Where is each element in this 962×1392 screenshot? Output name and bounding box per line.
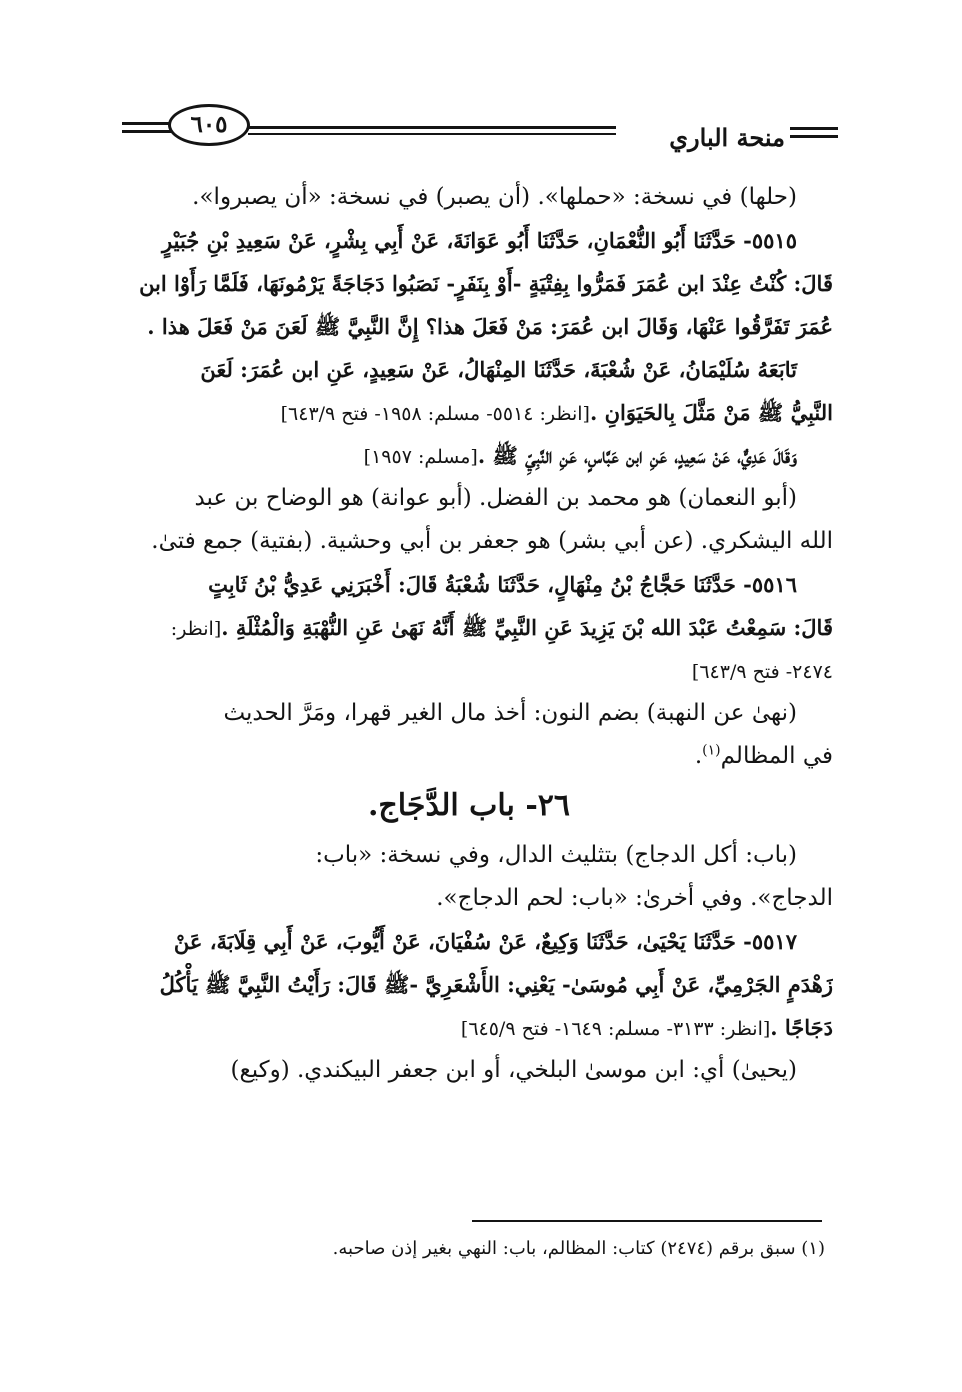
footnote-separator [472,1220,822,1222]
hadith-5515-line: قَالَ: كُنْتُ عِنْدَ ابن عُمَرَ فَمَرُّوا بِفِتْيَةٍ -أَوْ بِنَفَرٍ- نَصَبُوا دَجَاجَةً يَرْمُونَهَا، فَلَمَّا رَأَوْا ابن [139,271,833,296]
hadith-reference: [انظر: [170,618,222,640]
hadith-text: دَجَاجًا . [770,1015,833,1040]
page-number: ٦٠٥ [168,104,250,146]
running-title: منحة الباري [669,123,785,152]
header-rule-long-bottom [248,133,616,135]
commentary-text: في المظالم [720,743,833,769]
commentary-line: (نهىٰ عن النهبة) بضم النون: أخذ مال الغير قهرا، ومَرَّ الحديث [223,700,797,726]
hadith-5517-line: ٥٥١٧- حَدَّثَنَا يَحْيَىٰ، حَدَّثَنَا وَكِيعٌ، عَنْ سُفْيَانَ، عَنْ أَيُّوبَ، عَنْ أَبِي قِلَابَةَ، عَنْ [173,929,797,954]
hadith-5516-line [105,606,833,649]
hadith-5517-line: زَهْدَمٍ الجَرْمِيِّ، عَنْ أَبِي مُوسَىٰ- يَعْنِي: الأَشْعَرِيَّ -ﷺ قَالَ: رَأَيْتُ النَّبِيَّ ﷺ يَأْكُلُ [159,972,833,997]
hadith-reference: ٢٤٧٤- فتح ٦٤٣/٩] [691,661,833,683]
header-rule-right-bottom [790,135,838,138]
commentary-text: . [694,743,703,769]
hadith-5515-line [105,434,833,477]
footnote: (١) سبق برقم (٢٤٧٤) كتاب: المظالم، باب: النهي بغير إذن صاحبه. [332,1238,825,1259]
page-body [105,176,833,1092]
header-rule-long-top [248,126,616,129]
hadith-text: النَّبِيُّ ﷺ مَنْ مَثَّلَ بِالحَيَوَانِ . [589,400,833,425]
hadith-5515-line: عُمَرَ تَفَرَّقُوا عَنْهَا، وَقَالَ ابن عُمَرَ: مَنْ فَعَلَ هذا؟ إِنَّ النَّبِيَّ ﷺ لَعَنَ مَنْ فَعَلَ هذا . [147,314,833,339]
commentary-line: (باب: أكل الدجاج) بتثليث الدال، وفي نسخة: «باب: [315,842,797,868]
commentary-line: الله اليشكري. (عن أبي بشر) هو جعفر بن أبي وحشية. (بفتية) جمع فتىٰ. [151,528,833,554]
hadith-5517-line [105,1006,833,1049]
header-rule-left-bottom [122,130,172,133]
header-rule-left-top [122,122,172,125]
hadith-5515-line [105,391,833,434]
footnote-marker: (١) [702,742,721,759]
header-rule-right-top [790,127,838,130]
hadith-5515-line: ٥٥١٥- حَدَّثَنَا أَبُو النُّعْمَانِ، حَدَّثَنَا أَبُو عَوَانَةَ، عَنْ أَبِي بِشْرٍ، عَنْ سَعِيدِ بْنِ جُبَيْرٍ [162,228,797,253]
commentary-line: (حلها) في نسخة: «حملها». (أن يصبر) في نسخة: «أن يصبروا». [192,184,797,210]
commentary-line: (أبو النعمان) هو محمد بن الفضل. (أبو عوانة) هو الوضاح بن عبد [194,485,797,511]
commentary-line [105,735,833,778]
hadith-reference-line [105,649,833,692]
hadith-reference: [مسلم: ١٩٥٧] [363,446,478,468]
hadith-5515-line: تَابَعَهُ سُلَيْمَانُ، عَنْ شُعْبَةَ، حَدَّثَنَا المِنْهَالُ، عَنْ سَعِيدٍ، عَنِ ابن عُمَرَ: لَعَنَ [200,357,797,382]
hadith-text: وَقَالَ عَدِيٌّ، عَنْ سَعِيدٍ، عَنِ ابن عَبَّاسٍ، عَنِ النَّبِيِّ ﷺ . [477,443,797,468]
hadith-reference: [انظر: ٥٥١٤- مسلم: ١٩٥٨- فتح ٦٤٣/٩] [280,403,590,425]
hadith-5516-line: ٥٥١٦- حَدَّثَنَا حَجَّاجُ بْنُ مِنْهَالٍ، حَدَّثَنَا شُعْبَةُ قَالَ: أَخْبَرَنِي عَدِيُّ بْنُ ثَابِتٍ [208,572,797,597]
hadith-text: قَالَ: سَمِعْتُ عَبْدَ الله بْنَ يَزِيدَ عَنِ النَّبِيِّ ﷺ أَنَّهُ نَهَىٰ عَنِ النُّهْبَةِ وَالْمُثْلَةِ . [221,615,833,640]
chapter-heading: ٢٦- باب الدَّجَاج. [367,788,571,823]
commentary-line: (يحيىٰ) أي: ابن موسىٰ البلخي، أو ابن جعفر البيكندي. (وكيع) [230,1057,797,1083]
commentary-line: الدجاج». وفي أخرىٰ: «باب: لحم الدجاج». [436,885,833,911]
hadith-reference: [انظر: ٣١٣٣- مسلم: ١٦٤٩- فتح ٦٤٥/٩] [460,1018,771,1040]
